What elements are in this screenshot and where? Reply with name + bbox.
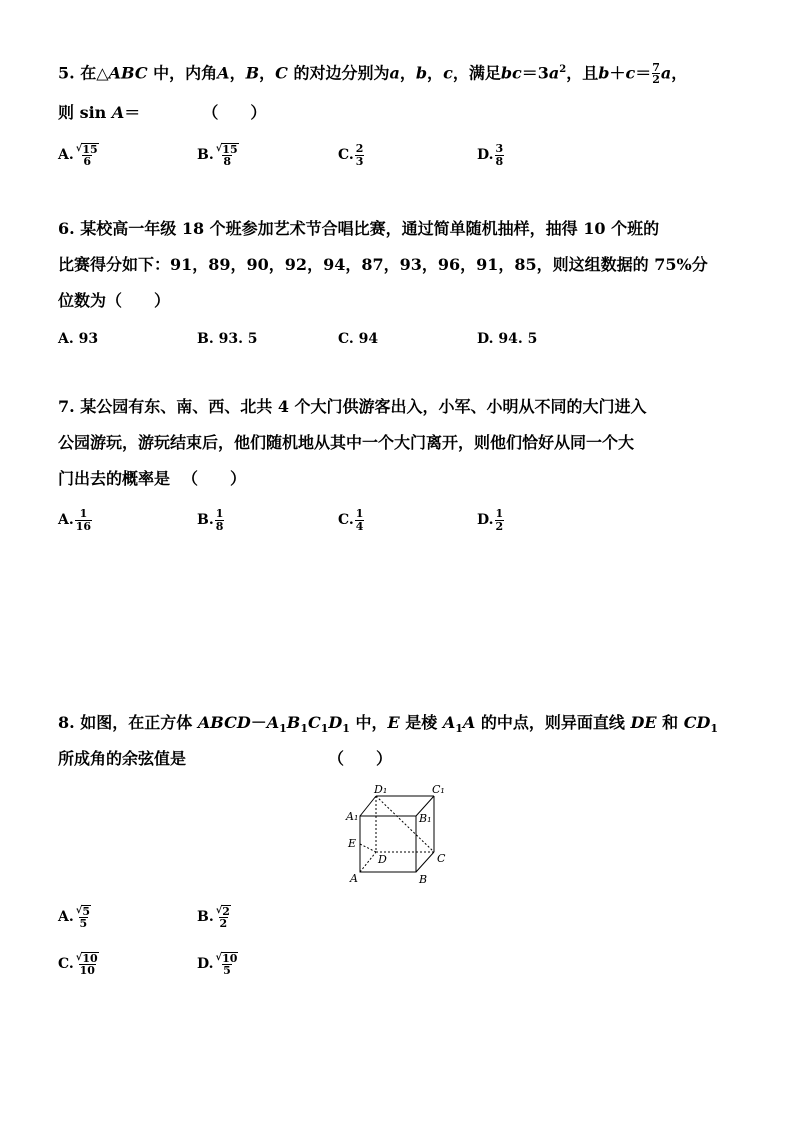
radicand: 10 (222, 951, 238, 965)
q5-text: ， (259, 63, 276, 83)
q5-exponent: 2 (559, 64, 567, 75)
q5-text: ＋ (609, 63, 626, 83)
q5-inline-fraction (652, 62, 660, 85)
subscript: 1 (342, 722, 350, 736)
subscript: 1 (279, 722, 287, 736)
fraction (215, 952, 240, 977)
fraction-denominator: 3 (355, 154, 364, 168)
q5-text: 中，内角 (153, 63, 218, 83)
q5-var: A (217, 63, 230, 83)
q8-var: E (387, 713, 400, 732)
q6-line-1: 6. 某校高一年级 18 个班参加艺术节合唱比赛，通过简单随机抽样，抽得 10 个班的 (58, 219, 660, 238)
q5-option-d (477, 138, 504, 172)
fraction-denominator: 5 (79, 916, 88, 930)
fraction-denominator: 5 (223, 963, 231, 977)
label-b: B (419, 873, 428, 886)
q8-var: ABCD (197, 713, 251, 732)
sqrt: √ 5 (75, 904, 90, 918)
radicand: 15 (82, 142, 98, 156)
q5-text: ， (427, 63, 444, 83)
q8-text: 8. 如图，在正方体 (58, 713, 198, 732)
q5-var: B (245, 63, 260, 83)
fraction-denominator: 2 (219, 916, 228, 930)
q5-text: ，且 (566, 63, 599, 83)
radicand: 2 (222, 904, 230, 918)
answer-parentheses: （ ） (328, 749, 393, 768)
fraction-denominator: 6 (83, 154, 92, 168)
fraction (495, 143, 505, 168)
label-c: C (437, 852, 446, 865)
option-label: D. (197, 956, 214, 972)
fraction-numerator: 1 (215, 506, 224, 520)
q5-text: ， (399, 63, 416, 83)
answer-parentheses: （ ） (182, 469, 247, 488)
q8-option-b (197, 900, 232, 934)
fraction (355, 508, 365, 533)
fraction (495, 508, 505, 533)
fraction (215, 508, 225, 533)
q8-var: C (307, 713, 321, 732)
q7-line-1: 7. 某公园有东、南、西、北共 4 个大门供游客出入，小军、小明从不同的大门进入 (58, 397, 647, 416)
q5-text: 在△ (80, 63, 109, 83)
fraction (215, 143, 240, 168)
q5-option-b (197, 138, 240, 172)
label-d: D (378, 853, 387, 866)
q5-var: a (660, 63, 672, 83)
sqrt: √ 2 (215, 904, 230, 918)
fraction-denominator: 8 (223, 154, 231, 168)
option-label: A. (58, 909, 74, 925)
sqrt: √ 10 (75, 951, 98, 965)
q8-text: 是棱 (399, 713, 443, 732)
cube-hidden-edge (360, 852, 376, 872)
q5-text: ＝ (635, 63, 652, 83)
q7-option-a (58, 503, 92, 537)
q6-option-c: C. 94 (338, 331, 379, 347)
q5-text: 的对边分别为 (293, 63, 390, 83)
q5-var: b (598, 63, 610, 83)
option-label: C. (338, 512, 354, 528)
cube-figure (338, 780, 458, 890)
option-label: C. (338, 147, 354, 163)
fraction-denominator: 10 (79, 963, 95, 977)
cube-edge (360, 796, 376, 816)
fraction (75, 952, 100, 977)
q5-var: c (443, 63, 453, 83)
fraction-denominator: 16 (75, 519, 92, 533)
subscript: 1 (455, 722, 463, 736)
subscript: 1 (300, 722, 308, 736)
fraction-numerator: 1 (355, 506, 364, 520)
q5-var: b (415, 63, 428, 83)
fraction-numerator: 1 (79, 506, 88, 520)
q8-text: 的中点，则异面直线 (475, 713, 631, 732)
q8-text: 中， (349, 713, 388, 732)
q7-option-d (477, 503, 504, 537)
q8-var: CD (683, 713, 711, 732)
q5-var: ABC (108, 63, 148, 83)
q5-var: bc (500, 63, 522, 83)
q5-var: c (625, 63, 636, 83)
q6-option-a: A. 93 (58, 331, 99, 347)
q5-option-c (338, 138, 364, 172)
q5-option-a (58, 138, 100, 172)
q8-var: A (266, 713, 280, 732)
fraction-numerator: 1 (495, 506, 504, 520)
radicand: 10 (82, 951, 98, 965)
fraction-numerator: 3 (495, 141, 504, 155)
label-e: E (348, 837, 357, 850)
q7-line-3 (58, 467, 748, 491)
q8-var: D (328, 713, 343, 732)
q7-option-c (338, 503, 364, 537)
q6-option-d: D. 94. 5 (477, 331, 538, 347)
sqrt: √ 15 (215, 142, 238, 156)
fraction (75, 143, 100, 168)
q5-text: 则 sin (58, 103, 112, 122)
q5-line-1 (58, 58, 748, 85)
option-label: A. (58, 512, 74, 528)
radicand: 15 (222, 142, 238, 156)
q7-line-2: 公园游玩，游玩结束后，他们随机地从其中一个大门离开，则他们恰好从同一个大 (58, 433, 635, 452)
label-d1: D₁ (374, 783, 388, 796)
q5-var: a (548, 63, 560, 83)
option-label: B. (197, 147, 214, 163)
q8-text: 和 (656, 713, 684, 732)
q7-text: 门出去的概率是 (58, 469, 171, 488)
fraction-numerator: 2 (355, 141, 364, 155)
fraction-denominator: 2 (652, 73, 660, 87)
q8-option-a (58, 900, 92, 934)
q8-var: B (286, 713, 301, 732)
q6-line-2: 比赛得分如下：91，89，90，92，94，87，93，96，91，85，则这组数据的 75%分 (58, 255, 708, 274)
fraction (75, 905, 92, 930)
q8-option-d (197, 947, 239, 981)
answer-parentheses: （ ） (202, 103, 267, 122)
q5-text: ＝3 (521, 63, 549, 83)
q8-var: A (462, 713, 476, 732)
q8-line-2 (58, 747, 748, 771)
q5-var: a (389, 63, 400, 83)
q7-option-b (197, 503, 224, 537)
q6-line-3: 位数为（ ） (58, 291, 171, 310)
q8-var: A (442, 713, 456, 732)
fraction (355, 143, 365, 168)
q8-var: DE (630, 713, 657, 732)
q5-var: A (111, 103, 125, 122)
option-label: A. (58, 147, 74, 163)
segment-de (360, 844, 376, 852)
subscript: 1 (710, 722, 718, 736)
fraction-denominator: 8 (495, 154, 504, 168)
sqrt: √ 10 (215, 951, 238, 965)
fraction (215, 905, 232, 930)
fraction-numerator: 7 (652, 61, 660, 75)
q8-line-1 (58, 711, 748, 741)
radicand: 5 (82, 904, 90, 918)
q5-number: 5. (58, 63, 75, 83)
fraction-denominator: 2 (495, 519, 504, 533)
cube-front-face (360, 816, 416, 872)
label-b1: B₁ (419, 812, 432, 825)
q5-text: ，满足 (452, 63, 501, 83)
label-c1: C₁ (432, 783, 445, 796)
q5-text: ， (671, 63, 688, 83)
q6-option-b: B. 93. 5 (197, 331, 258, 347)
cube-edge (416, 852, 434, 872)
fraction (75, 508, 92, 533)
fraction-denominator: 8 (215, 519, 224, 533)
label-a1: A₁ (346, 810, 359, 823)
q5-line-2 (58, 101, 748, 125)
q8-text: 所成角的余弦值是 (58, 749, 187, 768)
subscript: 1 (320, 722, 329, 736)
q8-text: － (250, 713, 267, 732)
option-label: B. (197, 512, 214, 528)
label-a: A (350, 872, 358, 885)
option-label: D. (477, 512, 494, 528)
q5-text: ， (229, 63, 246, 83)
option-label: D. (477, 147, 494, 163)
fraction-denominator: 4 (355, 519, 364, 533)
q8-option-c (58, 947, 100, 981)
q5-var: C (275, 63, 288, 83)
option-label: C. (58, 956, 74, 972)
option-label: B. (197, 909, 214, 925)
sqrt: √ 15 (75, 142, 98, 156)
q5-text: ＝ (124, 103, 141, 122)
